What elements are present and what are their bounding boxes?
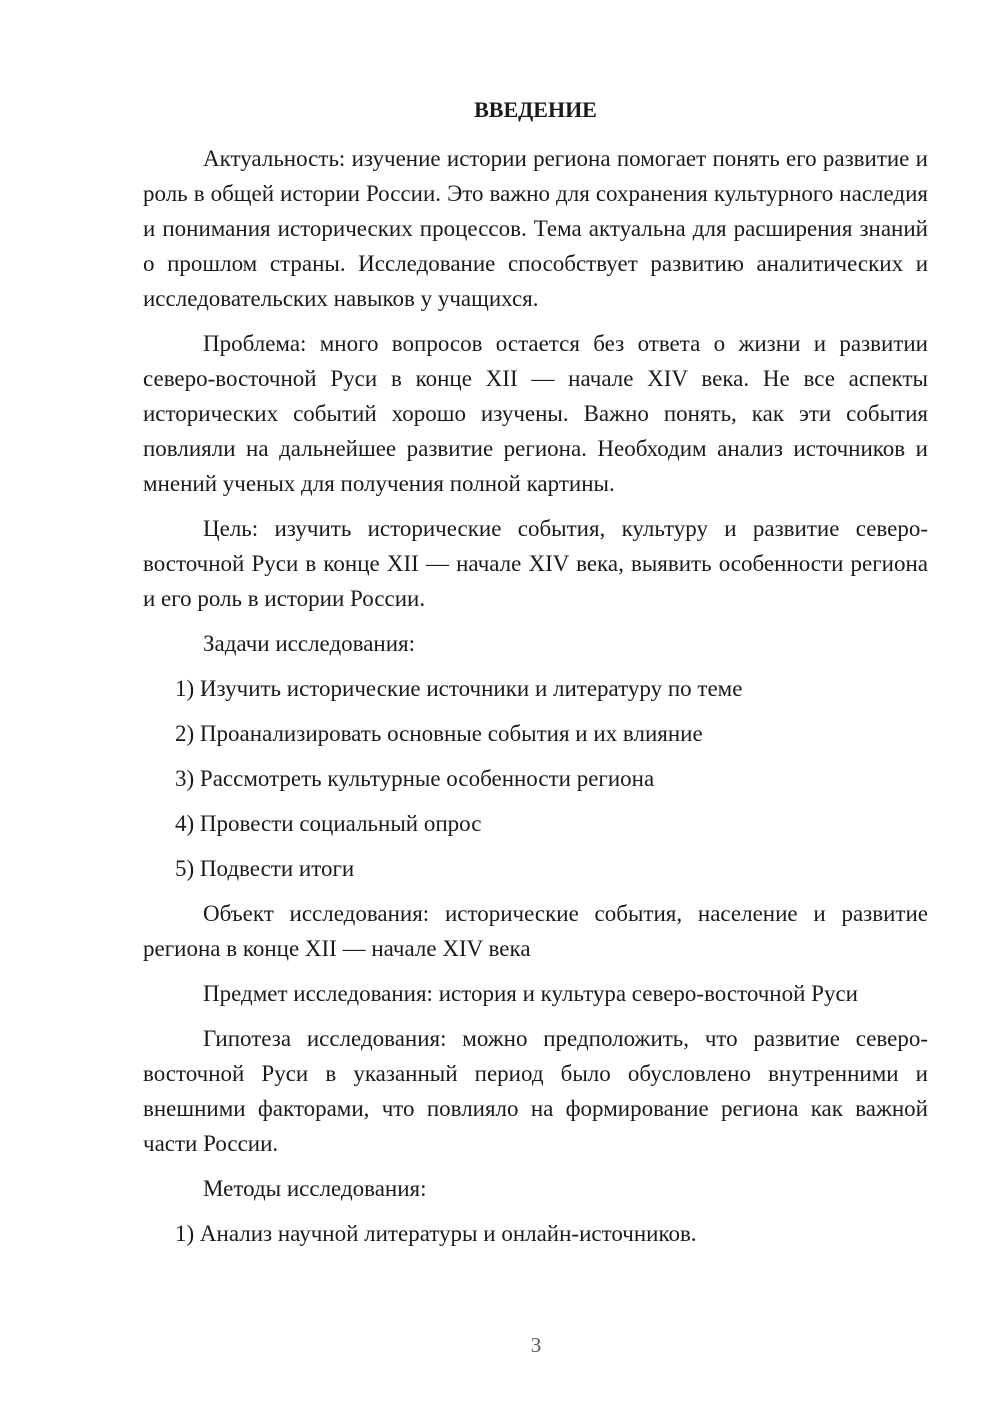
methods-heading: Методы исследования: — [203, 1176, 427, 1201]
tasks-list — [143, 671, 928, 886]
object-paragraph: Объект исследования: исторические события, население и развитие региона в конце XII — начале XIV века — [143, 901, 928, 961]
subject-paragraph: Предмет исследования: история и культура северо-восточной Руси — [203, 981, 858, 1006]
methods-list — [143, 1216, 928, 1251]
list-item: 4) Провести социальный опрос — [175, 811, 482, 836]
list-item: 1) Анализ научной литературы и онлайн-источников. — [175, 1221, 697, 1246]
list-item: 3) Рассмотреть культурные особенности региона — [175, 766, 655, 791]
document-page — [143, 92, 928, 1261]
list-item: 5) Подвести итоги — [175, 856, 355, 881]
tasks-heading: Задачи исследования: — [203, 631, 416, 656]
list-item: 1) Изучить исторические источники и литературу по теме — [175, 676, 743, 701]
problem-paragraph: Проблема: много вопросов остается без ответа о жизни и развитии северо-восточной Руси в конце XII — начале XIV века. Не все аспекты исторических событий хорошо изучены. Важно понять, как эти события повлияли на дальнейшее развитие региона. Необходим анализ источников и мнений ученых для получения полной картины. — [143, 331, 928, 496]
list-item: 2) Проанализировать основные события и их влияние — [175, 721, 703, 746]
hypothesis-paragraph: Гипотеза исследования: можно предположить, что развитие северо-восточной Руси в указанный период было обусловлено внутренними и внешними факторами, что повлияло на формирование региона как важной части России. — [143, 1026, 928, 1156]
page-number: 3 — [530, 1333, 542, 1357]
relevance-paragraph: Актуальность: изучение истории региона помогает понять его развитие и роль в общей истории России. Это важно для сохранения культурного наследия и понимания исторических процессов. Тема актуальна для расширения знаний о прошлом страны. Исследование способствует развитию аналитических и исследовательских навыков у учащихся. — [143, 146, 928, 311]
goal-paragraph: Цель: изучить исторические события, культуру и развитие северо-восточной Руси в конце XII — начале XIV века, выявить особенности региона и его роль в истории России. — [143, 516, 928, 611]
section-title: ВВЕДЕНИЕ — [474, 97, 597, 122]
